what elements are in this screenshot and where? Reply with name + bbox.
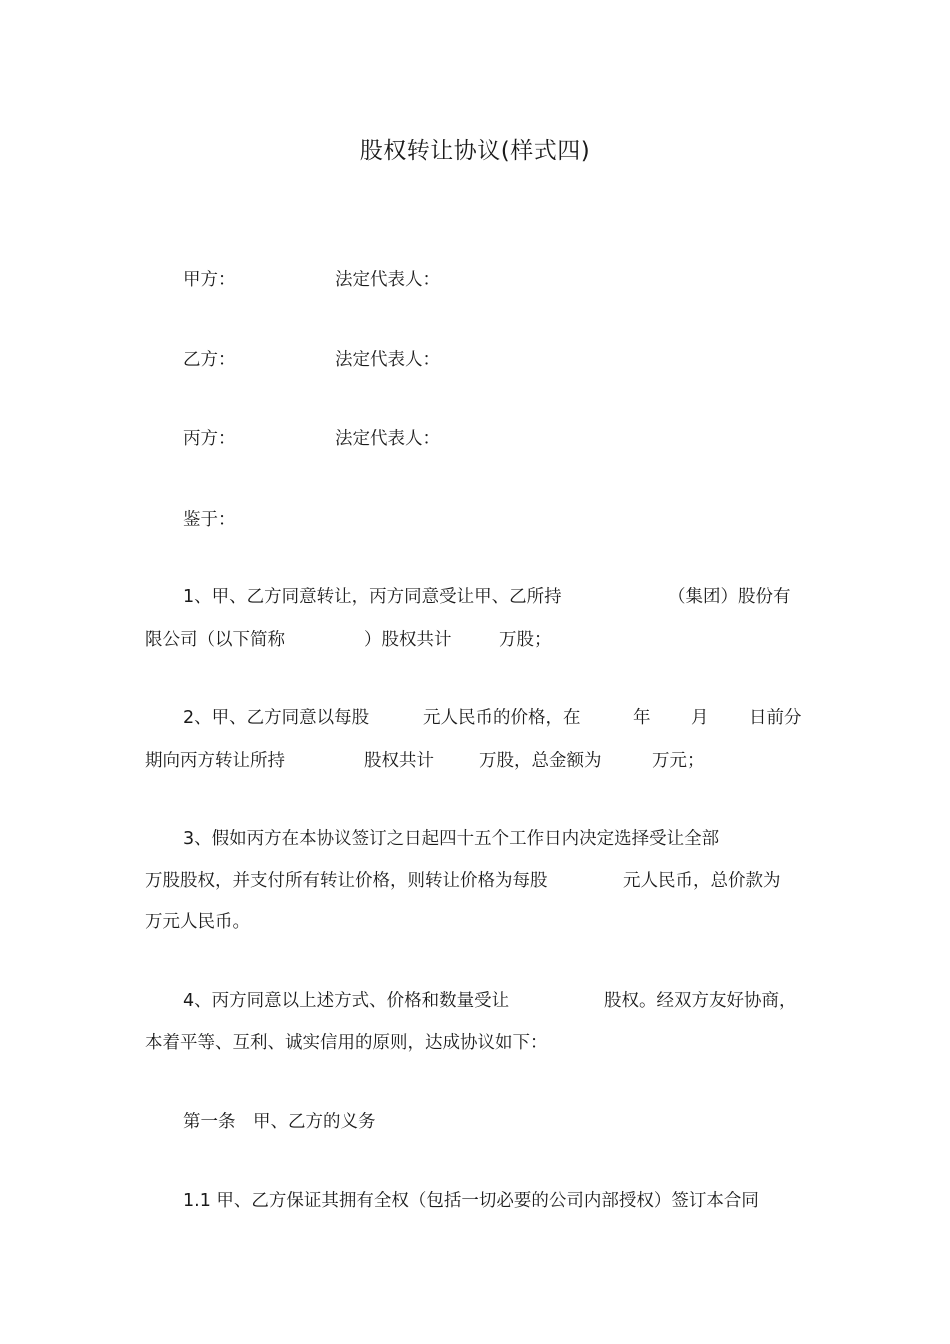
clause-2-text-f: 期向丙方转让所持 <box>145 751 285 771</box>
clause-2-text-b: 元人民币的价格，在 <box>423 708 581 728</box>
whereas-heading: 鉴于： <box>183 510 236 530</box>
article-1-heading: 第一条 甲、乙方的义务 <box>183 1112 376 1132</box>
clause-4-text-b: 股权。经双方友好协商， <box>604 991 797 1011</box>
party-b-label: 乙方： <box>183 350 236 370</box>
clause-1-text-a: 1、甲、乙方同意转让，丙方同意受让甲、乙所持 <box>183 587 562 607</box>
clause-1-text-c: 限公司（以下简称 <box>145 630 285 650</box>
clause-2-text-g: 股权共计 <box>364 751 434 771</box>
clause-2-text-c: 年 <box>633 708 651 728</box>
clause-1-text-e: 万股； <box>499 630 552 650</box>
clause-1-text-b: （集团）股份有 <box>668 587 791 607</box>
clause-3-text-b: 万股股权，并支付所有转让价格，则转让价格为每股 <box>145 871 548 891</box>
clause-2-text-i: 万元； <box>652 751 705 771</box>
clause-2-text-h: 万股，总金额为 <box>479 751 602 771</box>
clause-2-text-a: 2、甲、乙方同意以每股 <box>183 708 370 728</box>
clause-2-text-e: 日前分 <box>749 708 802 728</box>
document-title: 股权转让协议(样式四) <box>359 138 591 164</box>
party-a-representative: 法定代表人： <box>335 270 440 290</box>
clause-1-text-d: ）股权共计 <box>364 630 452 650</box>
party-a-label: 甲方： <box>183 270 236 290</box>
clause-3-text-a: 3、假如丙方在本协议签订之日起四十五个工作日内决定选择受让全部 <box>183 829 720 849</box>
clause-4-text-a: 4、丙方同意以上述方式、价格和数量受让 <box>183 991 510 1011</box>
clause-4-text-c: 本着平等、互利、诚实信用的原则，达成协议如下： <box>145 1033 548 1053</box>
clause-2-text-d: 月 <box>691 708 709 728</box>
party-c-label: 丙方： <box>183 429 236 449</box>
clause-3-text-d: 万元人民币。 <box>145 912 250 932</box>
clause-3-text-c: 元人民币，总价款为 <box>623 871 781 891</box>
party-b-representative: 法定代表人： <box>335 350 440 370</box>
party-c-representative: 法定代表人： <box>335 429 440 449</box>
article-1-item-1: 1.1 甲、乙方保证其拥有全权（包括一切必要的公司内部授权）签订本合同 <box>183 1191 759 1211</box>
